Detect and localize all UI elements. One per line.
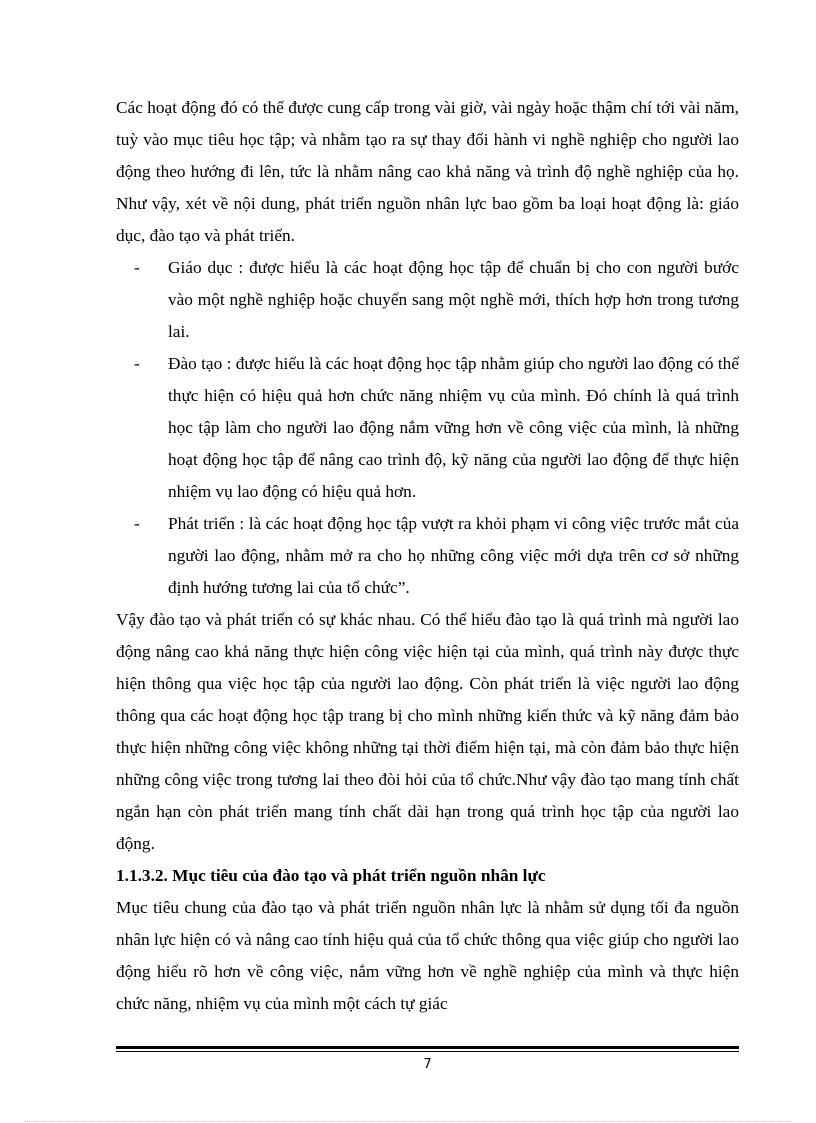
footer-divider [116, 1046, 739, 1053]
dash-bullet: - [134, 258, 140, 277]
list-item-dao-tao [116, 348, 739, 508]
definition-text: Đào tạo : được hiểu là các hoạt động học tập nhằm giúp cho người lao động có thể thực hiện có hiệu quả hơn chức năng nhiệm vụ của mình. Đó chính là quá trình học tập làm cho người lao động nắm vững hơn về công việc của mình, là những hoạt động học tập để nâng cao trình độ, kỹ năng của người lao động để thực hiện nhiệm vụ lao động có hiệu quả hơn. [168, 354, 739, 501]
page-number: 7 [423, 1057, 432, 1072]
list-item-giao-duc [116, 252, 739, 348]
paragraph-objectives: Mục tiêu chung của đào tạo và phát triển nguồn nhân lực là nhằm sử dụng tối đa nguồn nhân lực hiện có và nâng cao tính hiệu quả của tổ chức thông qua việc giúp cho người lao động hiểu rõ hơn về công việc, nắm vững hơn về nghề nghiệp của mình và thực hiện chức năng, nhiệm vụ của mình một cách tự giác [116, 898, 739, 1013]
page-bottom-edge [24, 1121, 792, 1122]
definition-list [116, 252, 739, 604]
definition-text: Phát triển : là các hoạt động học tập vượt ra khỏi phạm vi công việc trước mắt của người lao động, nhằm mở ra cho họ những công việc mới dựa trên cơ sở những định hướng tương lai của tổ chức”. [168, 514, 739, 597]
dash-bullet: - [134, 354, 140, 373]
page-body [116, 92, 739, 1020]
section-heading: 1.1.3.2. Mục tiêu của đào tạo và phát triển nguồn nhân lực [116, 866, 546, 885]
footer-rule-thick [116, 1046, 739, 1049]
paragraph-difference: Vậy đào tạo và phát triển có sự khác nhau. Có thể hiểu đào tạo là quá trình mà người lao động nâng cao khả năng thực hiện công việc hiện tại của mình, quá trình này được thực hiện thông qua việc học tập của người lao động. Còn phát triển là việc người lao động thông qua các hoạt động học tập trang bị cho mình những kiến thức và kỹ năng đảm bảo thực hiện những công việc không những tại thời điểm hiện tại, mà còn đảm bảo thực hiện những công việc trong tương lai theo đòi hỏi của tổ chức.Như vậy đào tạo mang tính chất ngắn hạn còn phát triển mang tính chất dài hạn trong quá trình học tập của người lao động. [116, 610, 739, 853]
dash-bullet: - [134, 514, 140, 533]
list-item-phat-trien [116, 508, 739, 604]
footer-rule-thin [116, 1051, 739, 1052]
definition-text: Giáo dục : được hiểu là các hoạt động học tập để chuẩn bị cho con người bước vào một nghề nghiệp hoặc chuyển sang một nghề mới, thích hợp hơn trong tương lai. [168, 258, 739, 341]
paragraph-intro: Các hoạt động đó có thể được cung cấp trong vài giờ, vài ngày hoặc thậm chí tới vài năm, tuỳ vào mục tiêu học tập; và nhằm tạo ra sự thay đổi hành vi nghề nghiệp cho người lao động theo hướng đi lên, tức là nhằm nâng cao khả năng và trình độ nghề nghiệp của họ. Như vậy, xét về nội dung, phát triển nguồn nhân lực bao gồm ba loại hoạt động là: giáo dục, đào tạo và phát triển. [116, 98, 739, 245]
